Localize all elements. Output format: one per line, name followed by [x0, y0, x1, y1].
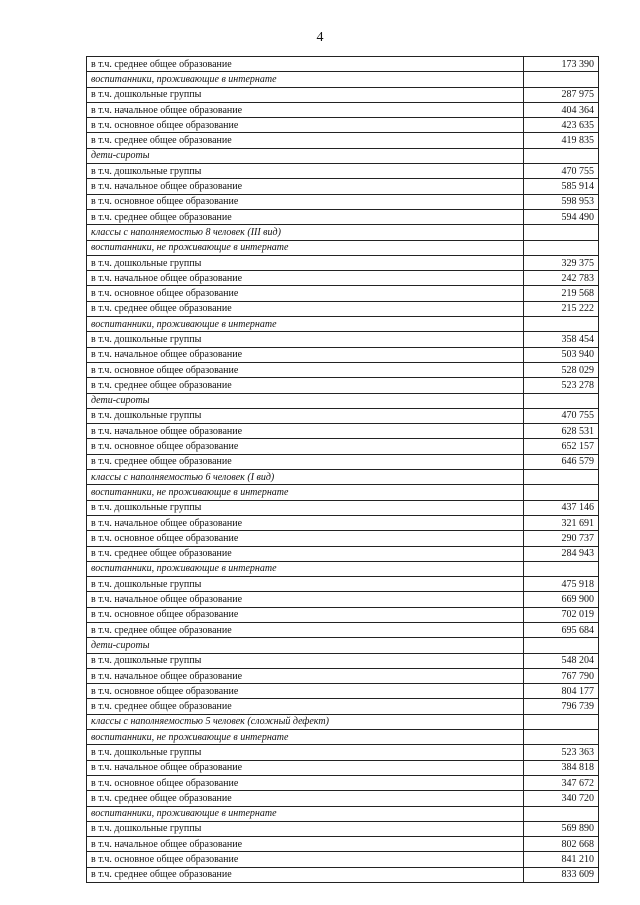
row-value: 628 531	[524, 424, 599, 439]
section-heading-row	[87, 470, 599, 485]
row-value: 287 975	[524, 87, 599, 102]
section-heading-row	[87, 393, 599, 408]
section-heading: воспитанники, проживающие в интернате	[87, 806, 524, 821]
section-heading-row	[87, 240, 599, 255]
row-label: в т.ч. среднее общее образование	[87, 133, 524, 148]
table-row	[87, 57, 599, 72]
row-label: в т.ч. среднее общее образование	[87, 622, 524, 637]
row-value: 470 755	[524, 164, 599, 179]
row-label: в т.ч. среднее общее образование	[87, 791, 524, 806]
table-row	[87, 577, 599, 592]
row-label: в т.ч. основное общее образование	[87, 362, 524, 377]
table-row	[87, 286, 599, 301]
table-row	[87, 209, 599, 224]
table-row	[87, 531, 599, 546]
section-heading: воспитанники, не проживающие в интернате	[87, 730, 524, 745]
section-heading: воспитанники, не проживающие в интернате	[87, 240, 524, 255]
row-value: 423 635	[524, 118, 599, 133]
row-value: 215 222	[524, 301, 599, 316]
table-row	[87, 867, 599, 882]
section-heading: воспитанники, проживающие в интернате	[87, 317, 524, 332]
table-row	[87, 424, 599, 439]
row-label: в т.ч. среднее общее образование	[87, 209, 524, 224]
row-value: 646 579	[524, 454, 599, 469]
table-row	[87, 362, 599, 377]
page-number: 4	[316, 30, 324, 45]
table-row	[87, 791, 599, 806]
row-label: в т.ч. основное общее образование	[87, 775, 524, 790]
row-value	[524, 72, 599, 87]
table-row	[87, 301, 599, 316]
row-value: 358 454	[524, 332, 599, 347]
row-value: 437 146	[524, 500, 599, 515]
row-value: 585 914	[524, 179, 599, 194]
row-value	[524, 470, 599, 485]
section-heading-row	[87, 225, 599, 240]
row-value: 523 363	[524, 745, 599, 760]
row-label: в т.ч. основное общее образование	[87, 684, 524, 699]
row-value	[524, 714, 599, 729]
row-label: в т.ч. среднее общее образование	[87, 57, 524, 72]
table-row	[87, 347, 599, 362]
row-label: в т.ч. дошкольные группы	[87, 500, 524, 515]
row-value: 219 568	[524, 286, 599, 301]
row-label: в т.ч. основное общее образование	[87, 286, 524, 301]
section-heading-row	[87, 317, 599, 332]
row-value: 321 691	[524, 515, 599, 530]
row-value: 804 177	[524, 684, 599, 699]
table-row	[87, 546, 599, 561]
row-label: в т.ч. основное общее образование	[87, 194, 524, 209]
table-body	[87, 57, 599, 883]
row-value: 767 790	[524, 668, 599, 683]
row-value: 598 953	[524, 194, 599, 209]
row-value: 528 029	[524, 362, 599, 377]
table-row	[87, 515, 599, 530]
row-value	[524, 561, 599, 576]
row-label: в т.ч. начальное общее образование	[87, 515, 524, 530]
section-heading-row	[87, 72, 599, 87]
table-row	[87, 408, 599, 423]
row-label: в т.ч. среднее общее образование	[87, 867, 524, 882]
row-label: в т.ч. среднее общее образование	[87, 301, 524, 316]
section-heading-row	[87, 806, 599, 821]
row-label: в т.ч. начальное общее образование	[87, 347, 524, 362]
table-row	[87, 439, 599, 454]
row-value: 419 835	[524, 133, 599, 148]
row-label: в т.ч. среднее общее образование	[87, 454, 524, 469]
row-value	[524, 240, 599, 255]
cost-table	[86, 56, 599, 883]
table-row	[87, 179, 599, 194]
row-label: в т.ч. дошкольные группы	[87, 164, 524, 179]
section-heading-row	[87, 730, 599, 745]
row-label: в т.ч. начальное общее образование	[87, 424, 524, 439]
row-label: в т.ч. дошкольные группы	[87, 255, 524, 270]
section-heading: воспитанники, проживающие в интернате	[87, 561, 524, 576]
table-row	[87, 102, 599, 117]
table-row	[87, 454, 599, 469]
row-label: в т.ч. основное общее образование	[87, 852, 524, 867]
section-heading-row	[87, 714, 599, 729]
section-heading: воспитанники, проживающие в интернате	[87, 72, 524, 87]
section-heading-row	[87, 638, 599, 653]
section-heading: классы с наполняемостью 8 человек (III вид)	[87, 225, 524, 240]
section-heading: классы с наполняемостью 6 человек (I вид)	[87, 470, 524, 485]
row-value: 594 490	[524, 209, 599, 224]
table-row	[87, 332, 599, 347]
row-label: в т.ч. среднее общее образование	[87, 699, 524, 714]
row-value: 569 890	[524, 821, 599, 836]
row-label: в т.ч. начальное общее образование	[87, 102, 524, 117]
row-value	[524, 317, 599, 332]
section-heading: дети-сироты	[87, 638, 524, 653]
row-label: в т.ч. среднее общее образование	[87, 546, 524, 561]
section-heading: дети-сироты	[87, 148, 524, 163]
table-row	[87, 133, 599, 148]
table-row	[87, 760, 599, 775]
row-value: 548 204	[524, 653, 599, 668]
row-label: в т.ч. среднее общее образование	[87, 378, 524, 393]
table-row	[87, 378, 599, 393]
row-value: 173 390	[524, 57, 599, 72]
table-row	[87, 164, 599, 179]
table-row	[87, 821, 599, 836]
row-label: в т.ч. начальное общее образование	[87, 592, 524, 607]
row-value	[524, 730, 599, 745]
row-label: в т.ч. дошкольные группы	[87, 87, 524, 102]
table-row	[87, 684, 599, 699]
row-label: в т.ч. начальное общее образование	[87, 760, 524, 775]
section-heading: классы с наполняемостью 5 человек (сложный дефект)	[87, 714, 524, 729]
row-value	[524, 485, 599, 500]
section-heading-row	[87, 148, 599, 163]
row-label: в т.ч. дошкольные группы	[87, 745, 524, 760]
row-label: в т.ч. основное общее образование	[87, 439, 524, 454]
row-value	[524, 148, 599, 163]
row-label: в т.ч. начальное общее образование	[87, 179, 524, 194]
table-row	[87, 271, 599, 286]
section-heading: воспитанники, не проживающие в интернате	[87, 485, 524, 500]
row-label: в т.ч. начальное общее образование	[87, 668, 524, 683]
table-row	[87, 699, 599, 714]
row-value	[524, 393, 599, 408]
row-value: 404 364	[524, 102, 599, 117]
row-value: 475 918	[524, 577, 599, 592]
row-label: в т.ч. дошкольные группы	[87, 332, 524, 347]
row-label: в т.ч. дошкольные группы	[87, 821, 524, 836]
row-label: в т.ч. дошкольные группы	[87, 577, 524, 592]
section-heading-row	[87, 485, 599, 500]
row-value: 284 943	[524, 546, 599, 561]
table-row	[87, 622, 599, 637]
table-row	[87, 837, 599, 852]
row-label: в т.ч. основное общее образование	[87, 118, 524, 133]
table-row	[87, 194, 599, 209]
table-row	[87, 500, 599, 515]
section-heading: дети-сироты	[87, 393, 524, 408]
row-value: 329 375	[524, 255, 599, 270]
table-row	[87, 592, 599, 607]
row-value: 347 672	[524, 775, 599, 790]
row-label: в т.ч. основное общее образование	[87, 531, 524, 546]
row-value: 290 737	[524, 531, 599, 546]
row-value: 384 818	[524, 760, 599, 775]
row-value: 669 900	[524, 592, 599, 607]
table-row	[87, 668, 599, 683]
row-label: в т.ч. основное общее образование	[87, 607, 524, 622]
row-value: 833 609	[524, 867, 599, 882]
row-value	[524, 806, 599, 821]
row-value	[524, 638, 599, 653]
row-value: 523 278	[524, 378, 599, 393]
row-label: в т.ч. начальное общее образование	[87, 837, 524, 852]
row-value: 841 210	[524, 852, 599, 867]
row-value: 702 019	[524, 607, 599, 622]
row-value: 503 940	[524, 347, 599, 362]
row-value: 470 755	[524, 408, 599, 423]
row-label: в т.ч. начальное общее образование	[87, 271, 524, 286]
table-row	[87, 745, 599, 760]
section-heading-row	[87, 561, 599, 576]
row-value: 802 668	[524, 837, 599, 852]
row-label: в т.ч. дошкольные группы	[87, 408, 524, 423]
table-row	[87, 255, 599, 270]
row-label: в т.ч. дошкольные группы	[87, 653, 524, 668]
table-row	[87, 118, 599, 133]
row-value: 242 783	[524, 271, 599, 286]
table-row	[87, 852, 599, 867]
table-row	[87, 653, 599, 668]
row-value	[524, 225, 599, 240]
table-row	[87, 87, 599, 102]
row-value: 652 157	[524, 439, 599, 454]
row-value: 796 739	[524, 699, 599, 714]
row-value: 695 684	[524, 622, 599, 637]
row-value: 340 720	[524, 791, 599, 806]
table-row	[87, 775, 599, 790]
table-row	[87, 607, 599, 622]
